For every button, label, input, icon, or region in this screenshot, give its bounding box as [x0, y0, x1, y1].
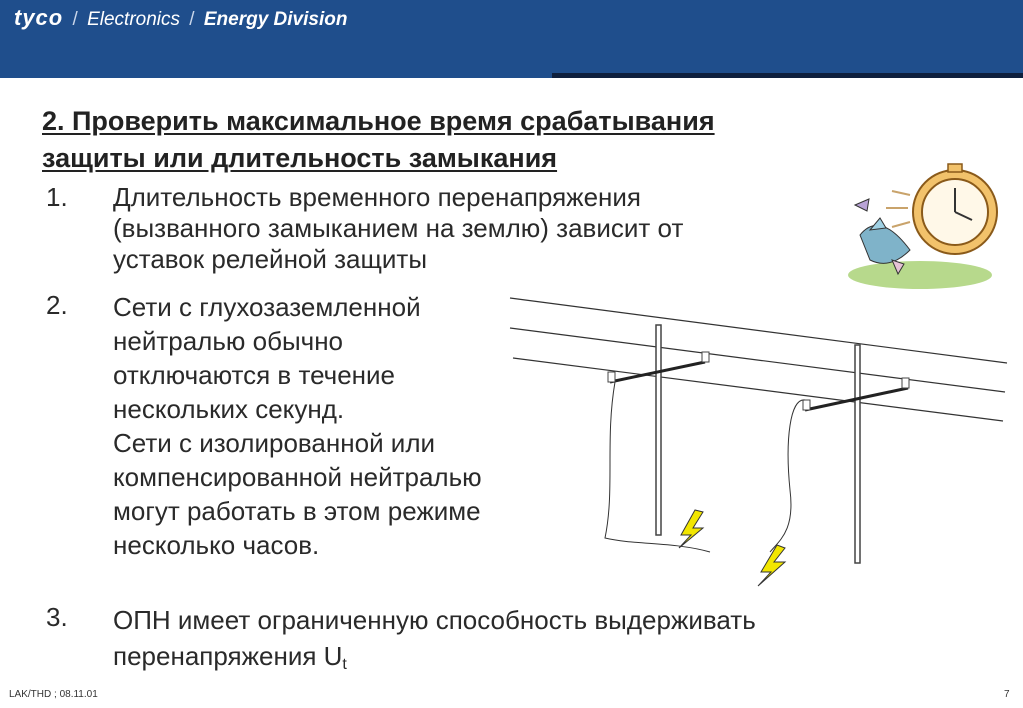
brand-logo — [14, 5, 347, 31]
subscript: t — [342, 656, 347, 673]
text-line: нейтралью обычно — [113, 326, 344, 356]
lightning-bolt-icon — [758, 545, 785, 586]
footer-meta: LAK/THD ; 08.11.01 — [9, 689, 98, 700]
power-line-wire — [510, 298, 1007, 363]
utility-pole-right — [770, 345, 909, 563]
list-item-number: 3. — [46, 602, 68, 632]
list-item-text — [113, 182, 683, 275]
text-line: компенсированной нейтралью — [113, 462, 482, 492]
list-item-text — [113, 602, 756, 683]
brand-division-electronics: Electronics — [87, 9, 181, 30]
text-line: уставок релейной защиты — [113, 244, 428, 274]
brand-separator: / — [72, 9, 78, 30]
text-line: нескольких секунд. — [113, 394, 345, 424]
text-line: (вызванного замыканием на землю) зависит от — [113, 213, 684, 243]
page-number: 7 — [1004, 689, 1010, 700]
brand-name: tyco — [14, 5, 64, 30]
text-line: Длительность временного перенапряжения — [113, 182, 641, 212]
text-line: отключаются в течение — [113, 360, 396, 390]
slide-title-line-2: защиты или длительность замыкания — [42, 143, 558, 173]
list-item-text — [113, 290, 482, 562]
text-line: ОПН имеет ограниченную способность выдерживать — [113, 605, 756, 635]
text-line — [113, 638, 756, 683]
list-item-number: 2. — [46, 290, 68, 320]
brand-division-energy: Energy Division — [203, 9, 348, 30]
lightning-bolt-icon — [679, 510, 703, 548]
text-line: могут работать в этом режиме — [113, 496, 481, 526]
list-item-number: 1. — [46, 182, 68, 212]
text-line: Сети с изолированной или — [113, 428, 436, 458]
power-line-diagram — [505, 290, 1015, 600]
brand-separator-2: / — [189, 9, 195, 30]
text-line: несколько часов. — [113, 530, 320, 560]
power-line-wire — [510, 328, 1005, 392]
stopwatch-clipart-icon — [840, 160, 1020, 300]
text-fragment: перенапряжения U — [113, 641, 343, 671]
header-accent-line — [552, 73, 1023, 78]
slide-title — [42, 103, 882, 177]
text-line: Сети с глухозаземленной — [113, 292, 421, 322]
slide-title-line-1: 2. Проверить максимальное время срабатывания — [42, 106, 715, 136]
power-line-wire — [513, 358, 1003, 421]
